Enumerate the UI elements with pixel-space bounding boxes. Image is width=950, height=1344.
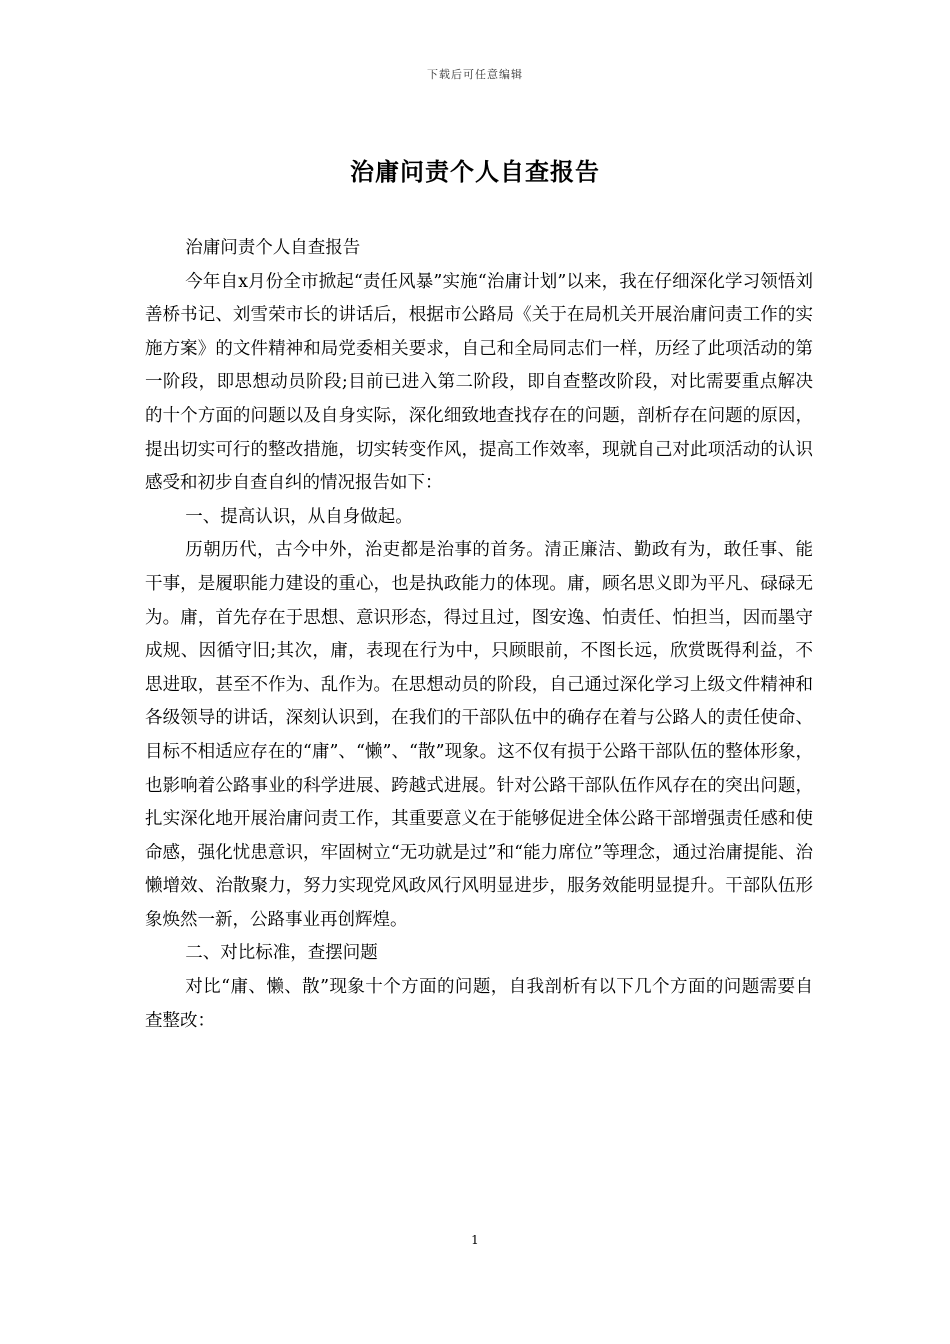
paragraph-intro: 今年自x月份全市掀起“责任风暴”实施“治庸计划”以来，我在仔细深化学习领悟刘善桥书记、刘雪荣市长的讲话后，根据市公路局《关于在局机关开展治庸问责工作的实施方案》的文件精神和局党委相关要求，自己和全局同志们一样，历经了此项活动的第一阶段，即思想动员阶段;目前已进入第二阶段，即自查整改阶段，对比需要重点解决的十个方面的问题以及自身实际，深化细致地查找存在的问题，剖析存在问题的原因，提出切实可行的整改措施，切实转变作风，提高工作效率，现就自己对此项活动的认识感受和初步自查自纠的情况报告如下：	[145, 271, 813, 494]
paragraph-section-1-heading: 一、提高认识，从自身做起。	[185, 506, 413, 527]
paragraph-section-1-body: 历朝历代，古今中外，治吏都是治事的首务。清正廉洁、勤政有为，敢任事、能干事，是履职能力建设的重心，也是执政能力的体现。庸，顾名思义即为平凡、碌碌无为。庸，首先存在于思想、意识形态，得过且过，图安逸、怕责任、怕担当，因而墨守成规、因循守旧;其次，庸，表现在行为中，只顾眼前，不图长远，欣赏既得利益，不思进取，甚至不作为、乱作为。在思想动员的阶段，自己通过深化学习上级文件精神和各级领导的讲话，深刻认识到，在我们的干部队伍中的确存在着与公路人的责任使命、目标不相适应存在的“庸”、“懒”、“散”现象。这不仅有损于公路干部队伍的整体形象，也影响着公路事业的科学进展、跨越式进展。针对公路干部队伍作风存在的突出问题，扎实深化地开展治庸问责工作，其重要意义在于能够促进全体公路干部增强责任感和使命感，强化忧患意识，牢固树立“无功就是过”和“能力席位”等理念，通过治庸提能、治懒增效、治散聚力，努力实现党风政风行风明显进步，服务效能明显提升。干部队伍形象焕然一新，公路事业再创辉煌。	[145, 540, 813, 930]
header-note: 下载后可任意编辑	[427, 68, 523, 81]
paragraph-subtitle: 治庸问责个人自查报告	[185, 238, 361, 258]
document-body	[145, 232, 813, 1038]
document-title: 治庸问责个人自查报告	[350, 157, 600, 186]
paragraph-section-2-body: 对比“庸、懒、散”现象十个方面的问题，自我剖析有以下几个方面的问题需要自查整改：	[145, 977, 813, 1031]
paragraph-section-2-heading: 二、对比标准，查摆问题	[185, 943, 378, 964]
page-number: 1	[471, 1233, 479, 1247]
